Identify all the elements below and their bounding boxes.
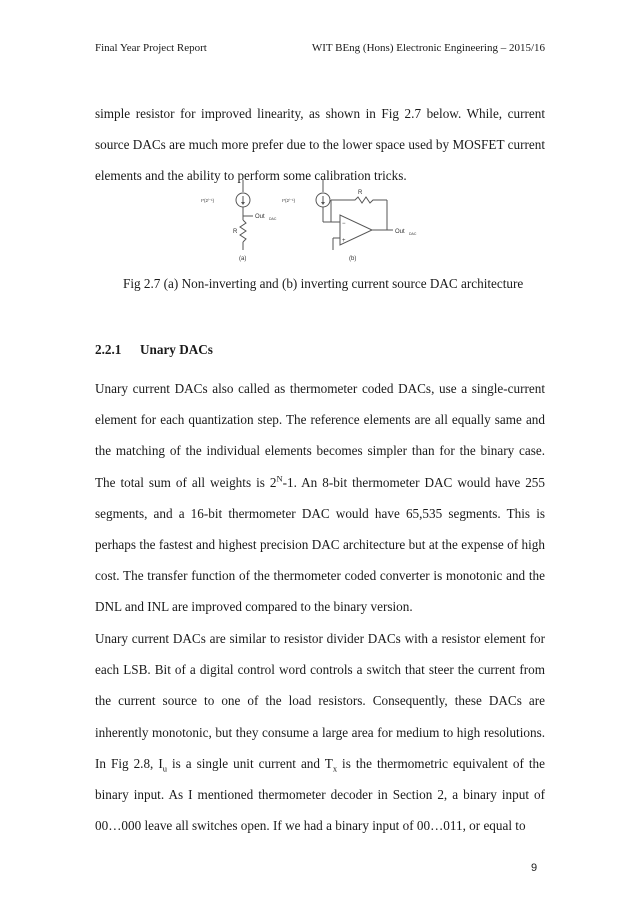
label-out-b: Out [395,229,405,235]
paragraph-rd-text-1: Unary current DACs are similar to resistor divider DACs with a resistor element for each LSB. Bit of a digital control word controls a switch that steer the current from the current source to one of the load resistors. Consequently, these DACs are inherently monotonic, but they consume a large area for medium to high resolutions. In Fig 2.8, I [95,631,545,771]
label-tag-a: (a) [239,256,247,262]
section-title: Unary DACs [140,342,213,357]
label-resistor-b: R [358,190,363,196]
subscript-u: u [162,763,167,774]
superscript-n: N [276,473,283,484]
figure-caption: Fig 2.7 (a) Non-inverting and (b) inverting current source DAC architecture [123,276,524,291]
label-plus: + [342,238,346,244]
header-right-text: WIT BEng (Hons) Electronic Engineering – 2015/16 [311,42,545,54]
header-left-text: Final Year Project Report [95,42,207,54]
label-out-a-sub: DAC [269,217,277,221]
label-minus: − [342,221,346,227]
subscript-x: x [332,763,338,774]
label-current-b: I*(2ⁱ⁻¹) [282,198,296,203]
paragraph-intro: simple resistor for improved linearity, as shown in Fig 2.7 below. While, current source DACs are much more prefer due to the lower space used by MOSFET current elements and the ability to perform some calibration tricks. [95,106,545,184]
label-out-a: Out [255,214,265,220]
resistor-b [331,197,387,203]
paragraph-unary-text-1: Unary current DACs also called as thermometer coded DACs, use a single-current element for each quantization step. The reference elements are all equally same and the matching of the individual elements becomes simpler than for the binary case. The total sum of all weights is 2 [95,381,545,490]
section-number: 2.2.1 [95,342,122,357]
label-tag-b: (b) [349,256,357,262]
paragraph-unary [95,373,545,623]
label-out-b-sub: DAC [409,232,417,236]
label-current-a: I*(2ⁱ⁻¹) [201,198,215,203]
paragraph-resistor-divider [95,623,545,841]
paragraph-unary-text-2: -1. An 8-bit thermometer DAC would have 255 segments, and a 16-bit thermometer DAC would have 65,535 segments. This is perhaps the fastest and highest precision DAC architecture but at the expense of high cost. The transfer function of the thermometer coded converter is monotonic and the DNL and INL are improved compared to the binary version. [95,474,545,615]
paragraph-rd-text-2: is a single unit current and T [166,755,333,771]
section-heading [95,342,213,358]
figure-dac-architecture [201,180,425,265]
arrow-head-b [321,202,325,205]
label-resistor-a: R [233,229,238,235]
resistor-a [240,220,246,242]
paragraph-rd-text-3: is the thermometric equivalent of the binary input. As I mentioned thermometer decoder in Section 2, a binary input of 00…000 leave all switches open. If we had a binary input of 00…011, or equal to [95,755,545,834]
page-number: 9 [531,862,538,874]
arrow-head-a [241,202,245,205]
